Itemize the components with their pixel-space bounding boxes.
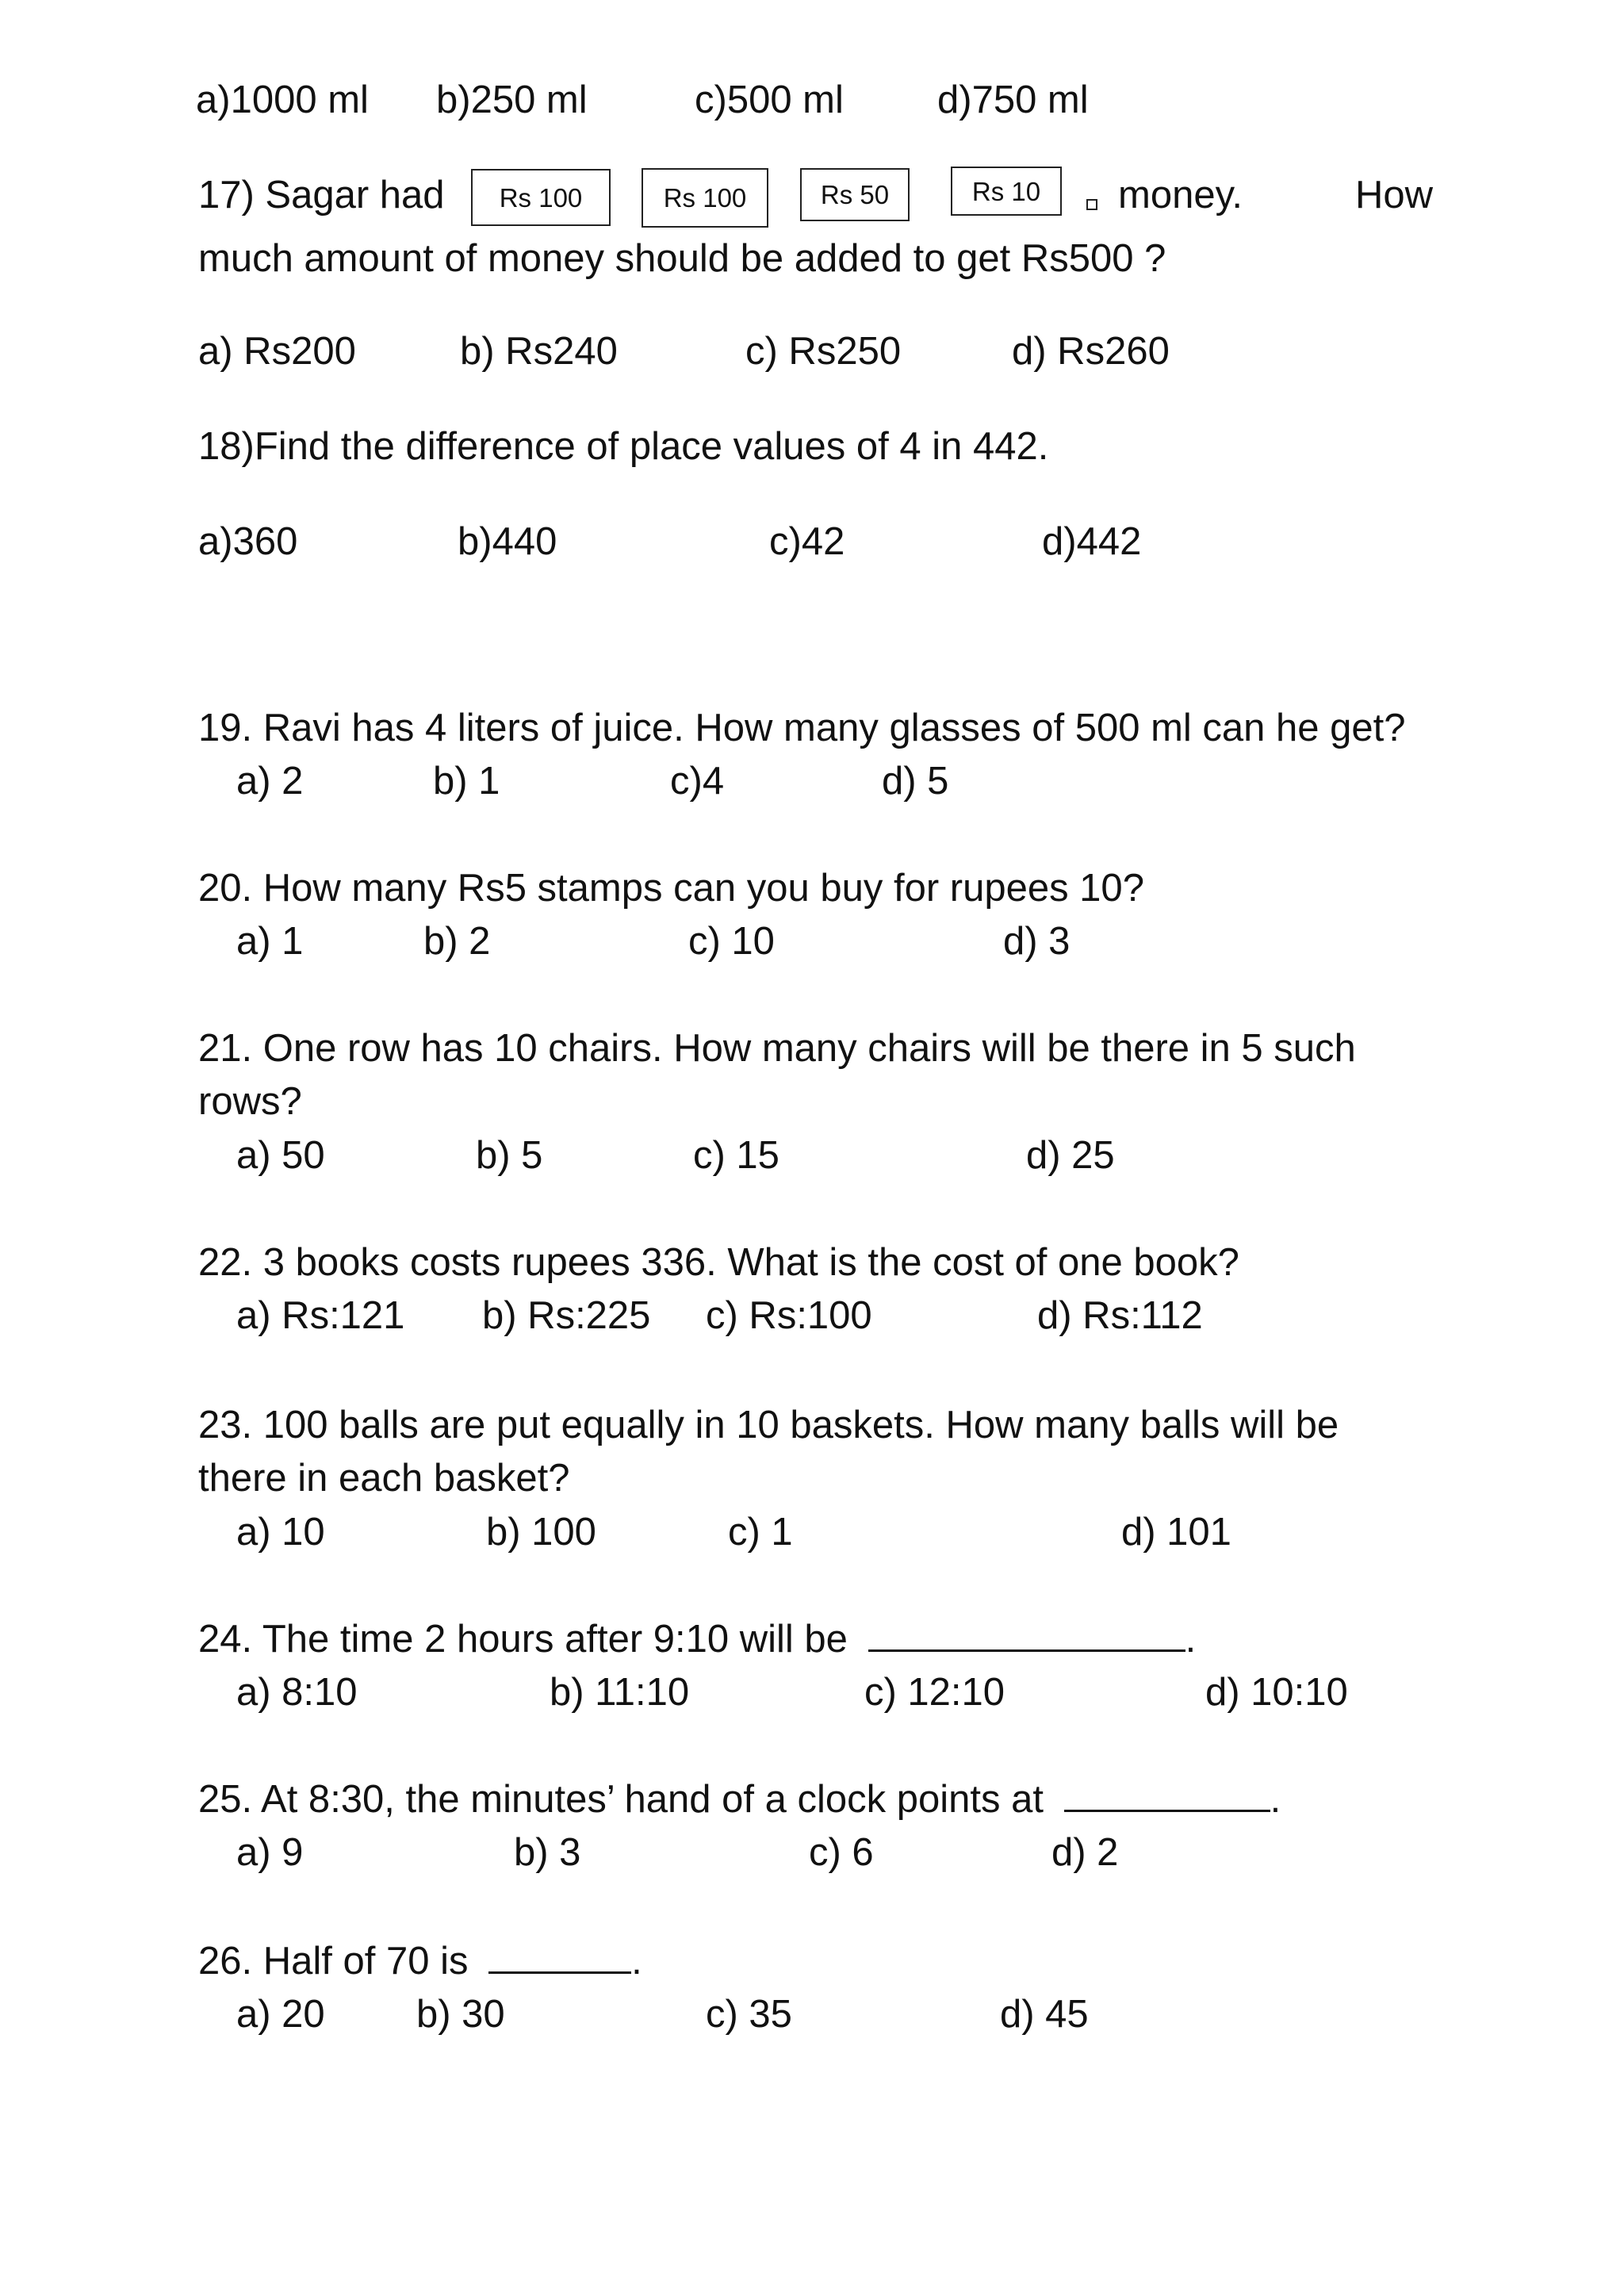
q25-option-a: a) 9	[236, 1831, 304, 1874]
q18-option-b: b)440	[458, 520, 557, 563]
q18-question: 18)Find the difference of place values of 4 in 442.	[198, 425, 1049, 468]
q20-option-c: c) 10	[688, 920, 775, 963]
q24-option-a: a) 8:10	[236, 1671, 358, 1714]
q20-option-a: a) 1	[236, 920, 304, 963]
q25-question	[198, 1776, 1281, 1823]
q22-option-d: d) Rs:112	[1037, 1294, 1203, 1337]
q19-option-d: d) 5	[882, 760, 949, 803]
q26-option-d: d) 45	[1000, 1993, 1089, 2036]
q23-question-line1: 23. 100 balls are put equally in 10 baskets. How many balls will be	[198, 1404, 1339, 1446]
q24-question	[198, 1615, 1196, 1663]
q19-option-a: a) 2	[236, 760, 304, 803]
q21-option-d: d) 25	[1026, 1134, 1115, 1177]
q17-option-c: c) Rs250	[745, 330, 902, 373]
q24-option-b: b) 11:10	[550, 1671, 690, 1714]
q17-question-suffix: money.	[1118, 174, 1243, 216]
q26-question-text: 26. Half of 70 is	[198, 1940, 469, 1983]
q22-option-c: c) Rs:100	[706, 1294, 872, 1337]
q23-option-d: d) 101	[1121, 1511, 1231, 1554]
q17-note-rs50: Rs 50	[800, 168, 910, 221]
q21-option-a: a) 50	[236, 1134, 325, 1177]
q16-option-a: a)1000 ml	[196, 79, 369, 121]
q25-answer-blank	[1064, 1778, 1270, 1812]
q21-question-line1: 21. One row has 10 chairs. How many chairs will be there in 5 such	[198, 1027, 1356, 1070]
q24-answer-blank	[868, 1618, 1185, 1652]
q17-note-rs10: Rs 10	[951, 167, 1062, 216]
q26-question	[198, 1937, 642, 1985]
q21-question-line2: rows?	[198, 1080, 302, 1123]
small-square-icon	[1086, 199, 1097, 210]
q20-option-d: d) 3	[1003, 920, 1071, 963]
q18-option-c: c)42	[769, 520, 845, 563]
q17-option-d: d) Rs260	[1012, 330, 1170, 373]
q16-option-c: c)500 ml	[695, 79, 844, 121]
q24-question-text: 24. The time 2 hours after 9:10 will be	[198, 1618, 848, 1661]
q25-question-text: 25. At 8:30, the minutes’ hand of a clock points at	[198, 1778, 1044, 1821]
q26-question-end: .	[631, 1940, 642, 1983]
q23-question-line2: there in each basket?	[198, 1457, 570, 1500]
q23-option-a: a) 10	[236, 1511, 325, 1554]
q24-option-d: d) 10:10	[1205, 1671, 1348, 1714]
q17-option-b: b) Rs240	[460, 330, 618, 373]
q22-option-a: a) Rs:121	[236, 1294, 405, 1337]
q25-question-end: .	[1270, 1778, 1281, 1821]
q16-option-d: d)750 ml	[937, 79, 1089, 121]
q19-option-c: c)4	[670, 760, 725, 803]
q25-option-c: c) 6	[809, 1831, 874, 1874]
q20-option-b: b) 2	[423, 920, 491, 963]
q26-option-a: a) 20	[236, 1993, 325, 2036]
q26-answer-blank	[488, 1940, 631, 1974]
q17-question-line2: much amount of money should be added to get Rs500 ?	[198, 237, 1166, 280]
q18-option-a: a)360	[198, 520, 298, 563]
q17-option-a: a) Rs200	[198, 330, 356, 373]
q18-option-d: d)442	[1042, 520, 1142, 563]
q23-option-c: c) 1	[728, 1511, 793, 1554]
q25-option-b: b) 3	[514, 1831, 581, 1874]
q16-option-b: b)250 ml	[436, 79, 588, 121]
q19-option-b: b) 1	[433, 760, 500, 803]
q19-question: 19. Ravi has 4 liters of juice. How many glasses of 500 ml can he get?	[198, 707, 1406, 749]
q24-option-c: c) 12:10	[864, 1671, 1005, 1714]
q17-question-prefix: 17) Sagar had	[198, 174, 445, 216]
q23-option-b: b) 100	[486, 1511, 596, 1554]
q17-note-rs100-2: Rs 100	[642, 168, 768, 228]
q22-option-b: b) Rs:225	[482, 1294, 651, 1337]
q26-option-b: b) 30	[416, 1993, 505, 2036]
q20-question: 20. How many Rs5 stamps can you buy for rupees 10?	[198, 867, 1144, 910]
q17-note-rs100-1: Rs 100	[471, 169, 611, 226]
q21-option-c: c) 15	[693, 1134, 779, 1177]
q26-option-c: c) 35	[706, 1993, 792, 2036]
q21-option-b: b) 5	[476, 1134, 543, 1177]
q24-question-end: .	[1185, 1618, 1197, 1661]
q17-question-how: How	[1355, 174, 1434, 216]
q25-option-d: d) 2	[1051, 1831, 1119, 1874]
q22-question: 22. 3 books costs rupees 336. What is the cost of one book?	[198, 1241, 1239, 1284]
